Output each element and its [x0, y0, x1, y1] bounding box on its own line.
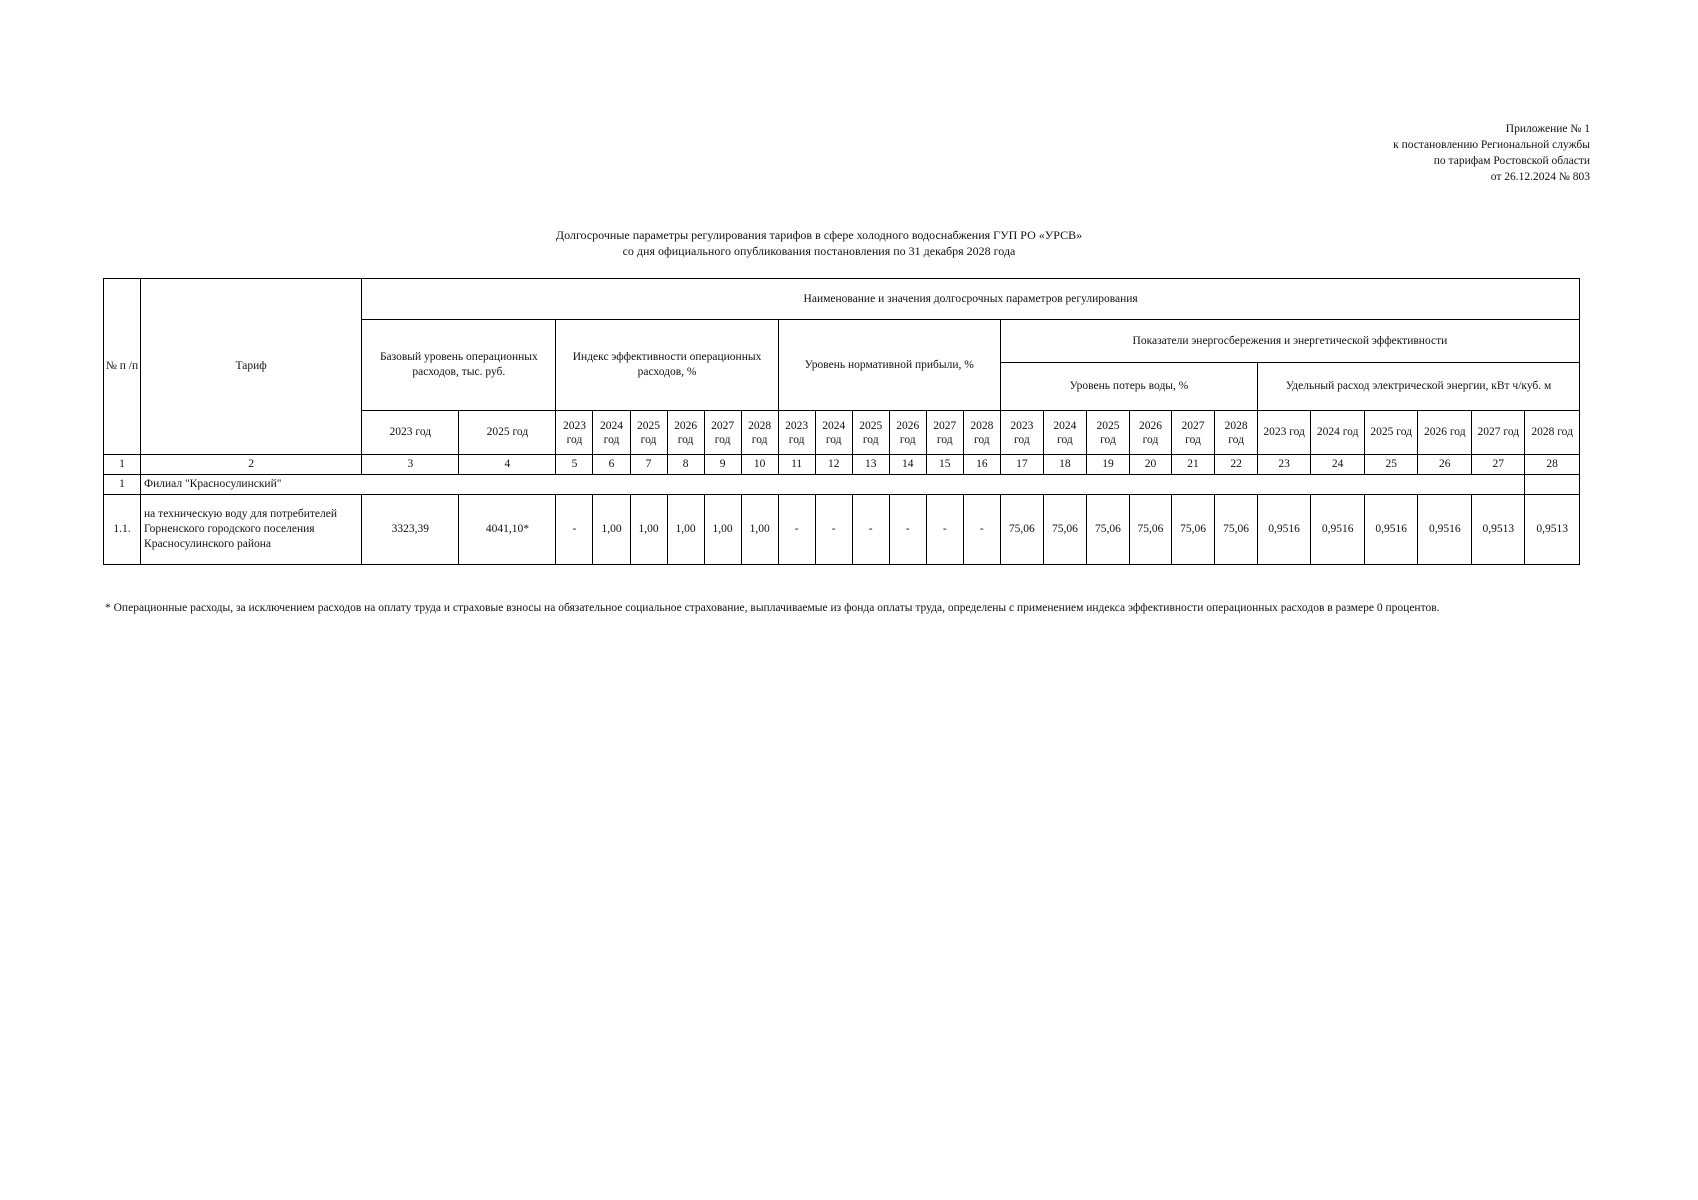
column-number-cell: 3 — [362, 455, 459, 475]
row-profit-cell: - — [815, 495, 852, 565]
row-num: 1.1. — [104, 495, 141, 565]
column-number-cell: 1 — [104, 455, 141, 475]
row-water-loss-cell: 75,06 — [1129, 495, 1171, 565]
branch-name: Филиал "Красносулинский" — [141, 475, 1525, 495]
header-eff-year: 2027 год — [704, 411, 741, 455]
column-number-cell: 26 — [1418, 455, 1472, 475]
column-number-cell: 24 — [1311, 455, 1365, 475]
header-loss-year: 2023 год — [1000, 411, 1043, 455]
column-number-cell: 19 — [1086, 455, 1129, 475]
branch-empty-cell — [1525, 475, 1580, 495]
header-profit-year: 2025 год — [852, 411, 889, 455]
row-eff-index-cell: 1,00 — [741, 495, 778, 565]
header-profit-year: 2026 год — [889, 411, 926, 455]
row-base-2025: 4041,10* — [459, 495, 556, 565]
column-number-cell: 22 — [1215, 455, 1258, 475]
header-eff-year: 2025 год — [630, 411, 667, 455]
branch-num: 1 — [104, 475, 141, 495]
column-number-cell: 6 — [593, 455, 630, 475]
header-eff-year: 2023 год — [556, 411, 593, 455]
parameters-table — [103, 278, 1580, 565]
header-efficiency-index: Индекс эффективности операционных расходов, % — [556, 320, 778, 411]
column-number-cell: 12 — [815, 455, 852, 475]
header-water-loss: Уровень потерь воды, % — [1000, 363, 1257, 411]
row-base-2023: 3323,39 — [362, 495, 459, 565]
header-elec-year: 2024 год — [1311, 411, 1365, 455]
row-water-loss-cell: 75,06 — [1000, 495, 1043, 565]
header-profit-year: 2027 год — [926, 411, 963, 455]
header-elec-year: 2026 год — [1418, 411, 1472, 455]
column-number-cell: 21 — [1172, 455, 1215, 475]
footnote: * Операционные расходы, за исключением расходов на оплату труда и страховые взносы на обязательное социальное страхование, выплачиваемые из фонда оплаты труда, определены с применением индекса эффективности операционных расходов в размере 0 процентов. — [105, 602, 1440, 614]
appendix-line-1: Приложение № 1 — [1505, 123, 1590, 135]
header-elec-year: 2027 год — [1472, 411, 1525, 455]
column-number-cell: 17 — [1000, 455, 1043, 475]
title-line-1: Долгосрочные параметры регулирования тарифов в сфере холодного водоснабжения ГУП РО «УРСВ» — [555, 228, 1083, 242]
row-eff-index-cell: 1,00 — [630, 495, 667, 565]
column-number-cell: 4 — [459, 455, 556, 475]
header-loss-year: 2027 год — [1172, 411, 1215, 455]
table-row — [104, 495, 1580, 565]
row-eff-index-cell: 1,00 — [704, 495, 741, 565]
header-energy: Показатели энергосбережения и энергетической эффективности — [1000, 320, 1579, 363]
row-eff-index-cell: 1,00 — [593, 495, 630, 565]
title-line-2: со дня официального опубликования постановления по 31 декабря 2028 года — [622, 244, 1016, 258]
column-number-cell: 20 — [1129, 455, 1171, 475]
row-water-loss-cell: 75,06 — [1043, 495, 1086, 565]
row-eff-index-cell: - — [556, 495, 593, 565]
header-loss-year: 2024 год — [1043, 411, 1086, 455]
column-number-cell: 13 — [852, 455, 889, 475]
header-normative-profit: Уровень нормативной прибыли, % — [778, 320, 1000, 411]
row-tariff-name: на техническую воду для потребителей Горненского городского поселения Красносулинского района — [141, 495, 362, 565]
header-eff-year: 2026 год — [667, 411, 704, 455]
header-num: № п /п — [104, 279, 141, 455]
row-electricity-cell: 0,9516 — [1365, 495, 1418, 565]
appendix-line-2: к постановлению Региональной службы — [1393, 139, 1590, 151]
header-loss-year: 2028 год — [1215, 411, 1258, 455]
column-number-cell: 5 — [556, 455, 593, 475]
header-profit-year: 2023 год — [778, 411, 815, 455]
header-base-opex: Базовый уровень операционных расходов, тыс. руб. — [362, 320, 556, 411]
header-base-year: 2025 год — [459, 411, 556, 455]
row-water-loss-cell: 75,06 — [1086, 495, 1129, 565]
row-electricity-cell: 0,9516 — [1418, 495, 1472, 565]
column-number-cell: 14 — [889, 455, 926, 475]
header-elec-year: 2028 год — [1525, 411, 1580, 455]
column-number-cell: 18 — [1043, 455, 1086, 475]
row-profit-cell: - — [926, 495, 963, 565]
header-elec-year: 2025 год — [1365, 411, 1418, 455]
row-eff-index-cell: 1,00 — [667, 495, 704, 565]
header-eff-year: 2024 год — [593, 411, 630, 455]
appendix-line-3: по тарифам Ростовской области — [1433, 155, 1590, 167]
document-title — [0, 227, 1638, 259]
row-profit-cell: - — [778, 495, 815, 565]
header-profit-year: 2024 год — [815, 411, 852, 455]
row-profit-cell: - — [852, 495, 889, 565]
row-profit-cell: - — [963, 495, 1000, 565]
row-electricity-cell: 0,9513 — [1525, 495, 1580, 565]
row-electricity-cell: 0,9513 — [1472, 495, 1525, 565]
header-loss-year: 2026 год — [1129, 411, 1171, 455]
header-elec-year: 2023 год — [1258, 411, 1311, 455]
row-profit-cell: - — [889, 495, 926, 565]
appendix-block — [1393, 121, 1590, 185]
column-number-cell: 28 — [1525, 455, 1580, 475]
header-loss-year: 2025 год — [1086, 411, 1129, 455]
row-water-loss-cell: 75,06 — [1172, 495, 1215, 565]
column-number-cell: 27 — [1472, 455, 1525, 475]
header-electricity: Удельный расход электрической энергии, кВт ч/куб. м — [1258, 363, 1580, 411]
branch-row — [104, 475, 1580, 495]
column-number-cell: 9 — [704, 455, 741, 475]
column-number-cell: 2 — [141, 455, 362, 475]
row-electricity-cell: 0,9516 — [1258, 495, 1311, 565]
header-params: Наименование и значения долгосрочных параметров регулирования — [362, 279, 1580, 320]
column-number-cell: 25 — [1365, 455, 1418, 475]
header-base-year: 2023 год — [362, 411, 459, 455]
column-number-cell: 11 — [778, 455, 815, 475]
column-number-cell: 15 — [926, 455, 963, 475]
column-number-cell: 10 — [741, 455, 778, 475]
column-number-cell: 8 — [667, 455, 704, 475]
column-number-cell: 7 — [630, 455, 667, 475]
header-profit-year: 2028 год — [963, 411, 1000, 455]
column-number-cell: 23 — [1258, 455, 1311, 475]
header-eff-year: 2028 год — [741, 411, 778, 455]
appendix-line-4: от 26.12.2024 № 803 — [1490, 171, 1590, 183]
header-tariff: Тариф — [141, 279, 362, 455]
column-numbers-row — [104, 455, 1580, 475]
row-water-loss-cell: 75,06 — [1215, 495, 1258, 565]
row-electricity-cell: 0,9516 — [1311, 495, 1365, 565]
column-number-cell: 16 — [963, 455, 1000, 475]
